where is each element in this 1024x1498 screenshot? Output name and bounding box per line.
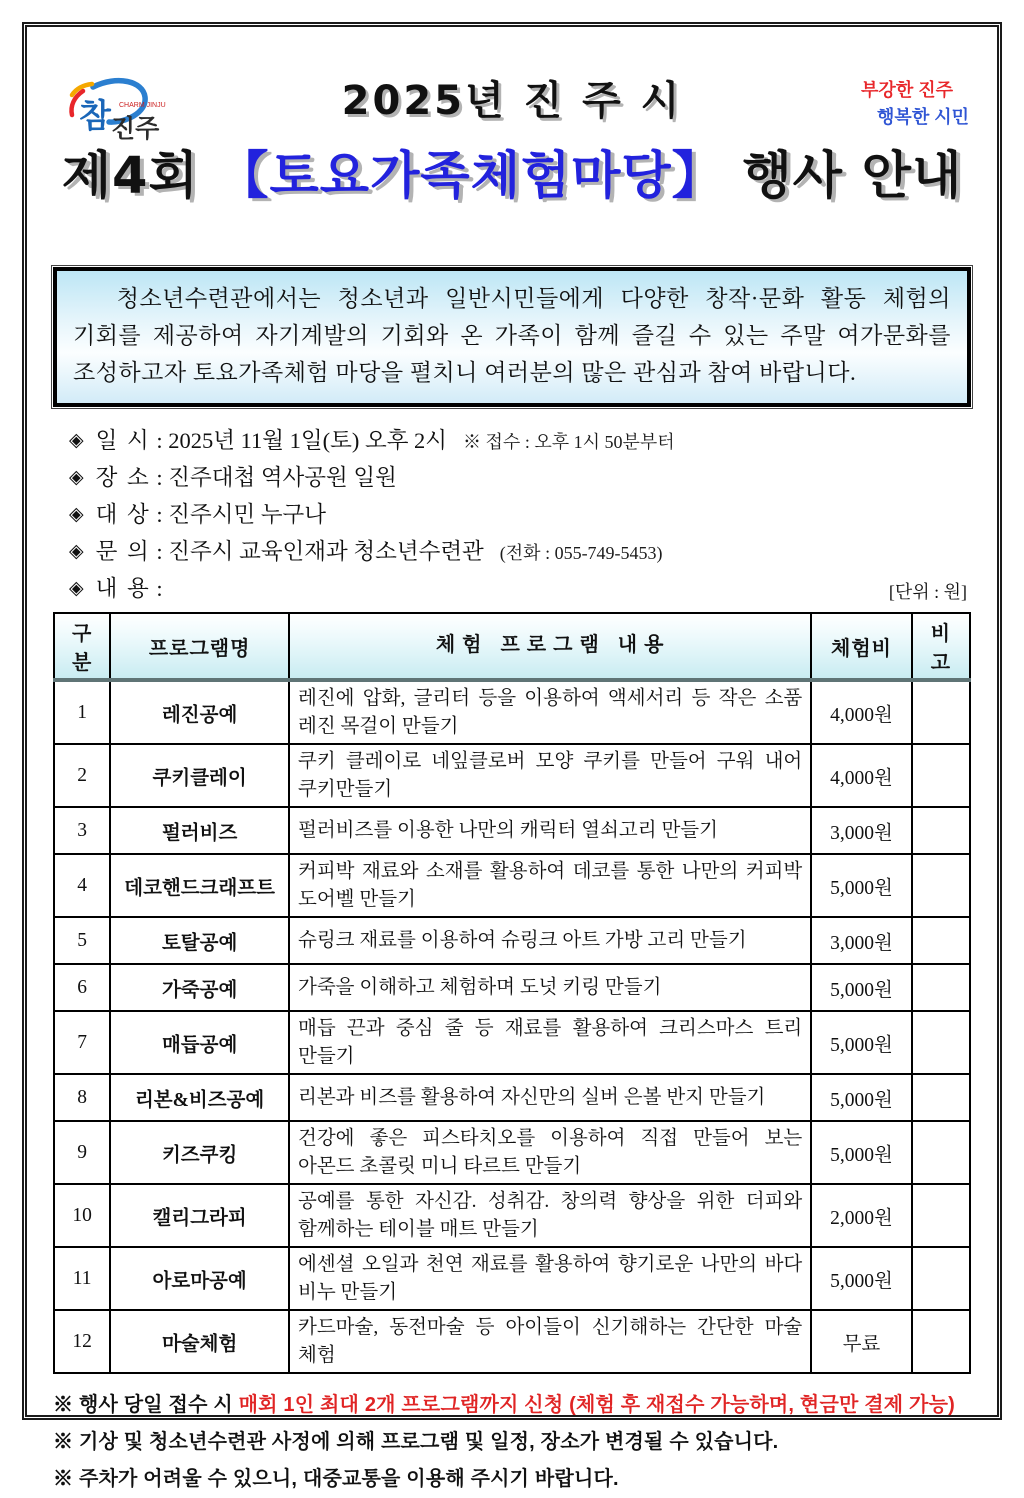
program-name: 마술체험 xyxy=(110,1310,289,1373)
program-name: 펄러비즈 xyxy=(110,807,289,854)
program-name: 데코핸드크래프트 xyxy=(110,854,289,917)
table-row xyxy=(54,964,970,1011)
detail-colon: : xyxy=(150,465,169,490)
program-remark xyxy=(912,680,970,744)
footnotes xyxy=(53,1387,971,1498)
detail-item xyxy=(69,460,971,497)
detail-colon: : xyxy=(150,576,169,601)
row-number: 10 xyxy=(54,1184,110,1247)
detail-colon: : xyxy=(150,502,169,527)
program-fee: 3,000원 xyxy=(811,917,911,964)
detail-value: 진주시 교육인재과 청소년수련관 xyxy=(168,539,484,564)
program-name: 아로마공예 xyxy=(110,1247,289,1310)
table-row xyxy=(54,1247,970,1310)
program-fee: 무료 xyxy=(811,1310,911,1373)
program-description: 에센셜 오일과 천연 재료를 활용하여 향기로운 나만의 바다 비누 만들기 xyxy=(289,1247,811,1310)
table-row xyxy=(54,1011,970,1074)
program-remark xyxy=(912,1184,970,1247)
program-name: 쿠키클레이 xyxy=(110,744,289,807)
detail-item xyxy=(69,497,971,534)
table-row xyxy=(54,807,970,854)
table-row xyxy=(54,1310,970,1373)
logo-caption-text: CHARM JINJU xyxy=(119,102,166,109)
table-row xyxy=(54,1121,970,1184)
program-remark xyxy=(912,917,970,964)
header-name: 프로그램명 xyxy=(110,613,289,680)
header-no: 구분 xyxy=(54,613,110,680)
program-name: 매듭공예 xyxy=(110,1011,289,1074)
header xyxy=(53,69,971,257)
program-remark xyxy=(912,854,970,917)
footnote-red-text: 매회 1인 최대 2개 프로그램까지 신청 (체험 후 재접수 가능하며, 현금만 결제 가능) xyxy=(238,1394,955,1416)
program-description: 카드마술, 동전마술 등 아이들이 신기해하는 간단한 마술 체험 xyxy=(289,1310,811,1373)
row-number: 5 xyxy=(54,917,110,964)
program-description: 커피박 재료와 소재를 활용하여 데코를 통한 나만의 커피박 도어벨 만들기 xyxy=(289,854,811,917)
program-fee: 5,000원 xyxy=(811,1074,911,1121)
detail-colon: : xyxy=(150,539,169,564)
row-number: 12 xyxy=(54,1310,110,1373)
footnote-line xyxy=(53,1387,971,1424)
program-name: 키즈쿠킹 xyxy=(110,1121,289,1184)
program-remark xyxy=(912,1121,970,1184)
logo-sub-text: 진주 xyxy=(111,115,160,143)
diamond-bullet-icon: ◈ xyxy=(69,430,84,451)
program-remark xyxy=(912,1247,970,1310)
program-name: 캘리그라피 xyxy=(110,1184,289,1247)
detail-label: 대 상 xyxy=(95,502,151,527)
row-number: 1 xyxy=(54,680,110,744)
footnote-text: ※ 행사 당일 접수 시 xyxy=(53,1394,239,1416)
program-description: 레진에 압화, 글리터 등을 이용하여 액세서리 등 작은 소품 레진 목걸이 만들기 xyxy=(289,680,811,744)
program-description: 슈링크 재료를 이용하여 슈링크 아트 가방 고리 만들기 xyxy=(289,917,811,964)
program-fee: 5,000원 xyxy=(811,854,911,917)
detail-colon: : xyxy=(150,428,169,453)
diamond-bullet-icon: ◈ xyxy=(69,504,84,525)
program-fee: 5,000원 xyxy=(811,964,911,1011)
program-fee: 4,000원 xyxy=(811,744,911,807)
page-title xyxy=(53,134,971,208)
program-table-body xyxy=(54,680,970,1373)
program-name: 리본&비즈공예 xyxy=(110,1074,289,1121)
diamond-bullet-icon: ◈ xyxy=(69,541,84,562)
program-fee: 4,000원 xyxy=(811,680,911,744)
footnote-line xyxy=(53,1424,971,1461)
footnote-line xyxy=(53,1461,971,1498)
row-number: 3 xyxy=(54,807,110,854)
program-remark xyxy=(912,1011,970,1074)
table-row xyxy=(54,1184,970,1247)
detail-item xyxy=(69,534,971,571)
diamond-bullet-icon: ◈ xyxy=(69,467,84,488)
row-number: 6 xyxy=(54,964,110,1011)
detail-value: 2025년 11월 1일(토) 오후 2시 xyxy=(168,428,448,453)
program-name: 토탈공예 xyxy=(110,917,289,964)
program-remark xyxy=(912,744,970,807)
table-row xyxy=(54,680,970,744)
program-fee: 3,000원 xyxy=(811,807,911,854)
title-year-city: 2025년 진 주 시 xyxy=(341,78,683,124)
row-number: 11 xyxy=(54,1247,110,1310)
program-name: 가죽공예 xyxy=(110,964,289,1011)
program-description: 매듭 끈과 중심 줄 등 재료를 활용하여 크리스마스 트리 만들기 xyxy=(289,1011,811,1074)
row-number: 4 xyxy=(54,854,110,917)
program-remark xyxy=(912,807,970,854)
program-fee: 5,000원 xyxy=(811,1121,911,1184)
table-row xyxy=(54,1074,970,1121)
detail-note: ※ 접수 : 오후 1시 50분부터 xyxy=(463,432,675,452)
city-slogan xyxy=(861,77,969,131)
table-row xyxy=(54,854,970,917)
program-description: 건강에 좋은 피스타치오를 이용하여 직접 만들어 보는 아몬드 초콜릿 미니 타르트 만들기 xyxy=(289,1121,811,1184)
program-fee: 2,000원 xyxy=(811,1184,911,1247)
program-table xyxy=(53,612,971,1374)
detail-value: 진주시민 누구나 xyxy=(168,502,327,527)
program-table-header xyxy=(54,613,970,680)
charm-jinju-logo-icon xyxy=(59,75,177,147)
detail-note: (전화 : 055-749-5453) xyxy=(499,543,663,563)
detail-label: 일 시 xyxy=(95,428,151,453)
detail-value: 진주대첩 역사공원 일원 xyxy=(168,465,397,490)
row-number: 8 xyxy=(54,1074,110,1121)
title-suffix: 행사 안내 xyxy=(723,147,963,206)
program-fee: 5,000원 xyxy=(811,1247,911,1310)
row-number: 9 xyxy=(54,1121,110,1184)
row-number: 2 xyxy=(54,744,110,807)
intro-text: 청소년수련관에서는 청소년과 일반시민들에게 다양한 창작·문화 활동 체험의 기회를 제공하여 자기계발의 기회와 온 가족이 함께 즐길 수 있는 주말 여가문화를 조성하고자 토요가족체험 마당을 펼치니 여러분의 많은 관심과 참여 바랍니다. xyxy=(73,286,951,385)
intro-box xyxy=(53,267,971,407)
header-note: 비고 xyxy=(912,613,970,680)
table-row xyxy=(54,917,970,964)
program-name: 레진공예 xyxy=(110,680,289,744)
footnote-text: ※ 기상 및 청소년수련관 사정에 의해 프로그램 및 일정, 장소가 변경될 수 있습니다. xyxy=(53,1431,779,1453)
detail-label: 내 용 xyxy=(95,576,151,601)
table-row xyxy=(54,744,970,807)
slogan-line1: 부강한 진주 xyxy=(861,80,953,100)
title-prefix: 제4회 xyxy=(61,147,218,206)
diamond-bullet-icon: ◈ xyxy=(69,578,84,599)
header-desc: 체 험 프 로 그 램 내 용 xyxy=(289,613,811,680)
slogan-line2: 행복한 시민 xyxy=(877,107,969,127)
program-fee: 5,000원 xyxy=(811,1011,911,1074)
page-frame xyxy=(22,22,1002,1490)
program-description: 리본과 비즈를 활용하여 자신만의 실버 은볼 반지 만들기 xyxy=(289,1074,811,1121)
program-remark xyxy=(912,1310,970,1373)
detail-item xyxy=(69,423,971,460)
logo-main-text: 참 xyxy=(79,97,111,134)
detail-label: 문 의 xyxy=(95,539,151,564)
program-remark xyxy=(912,964,970,1011)
program-description: 펄러비즈를 이용한 나만의 캐릭터 열쇠고리 만들기 xyxy=(289,807,811,854)
header-fee: 체험비 xyxy=(811,613,911,680)
program-remark xyxy=(912,1074,970,1121)
detail-label: 장 소 xyxy=(95,465,151,490)
row-number: 7 xyxy=(54,1011,110,1074)
program-description: 쿠키 클레이로 네잎클로버 모양 쿠키를 만들어 구워 내어 쿠키만들기 xyxy=(289,744,811,807)
program-description: 공예를 통한 자신감. 성취감. 창의력 향상을 위한 더피와 함께하는 테이블 매트 만들기 xyxy=(289,1184,811,1247)
program-description: 가죽을 이해하고 체험하며 도넛 키링 만들기 xyxy=(289,964,811,1011)
footnote-text: ※ 주차가 어려울 수 있으니, 대중교통을 이용해 주시기 바랍니다. xyxy=(53,1468,619,1490)
unit-label: [단위 : 원] xyxy=(888,582,967,602)
title-highlight: 【토요가족체험마당】 xyxy=(217,147,724,206)
charm-jinju-logo xyxy=(59,75,177,152)
